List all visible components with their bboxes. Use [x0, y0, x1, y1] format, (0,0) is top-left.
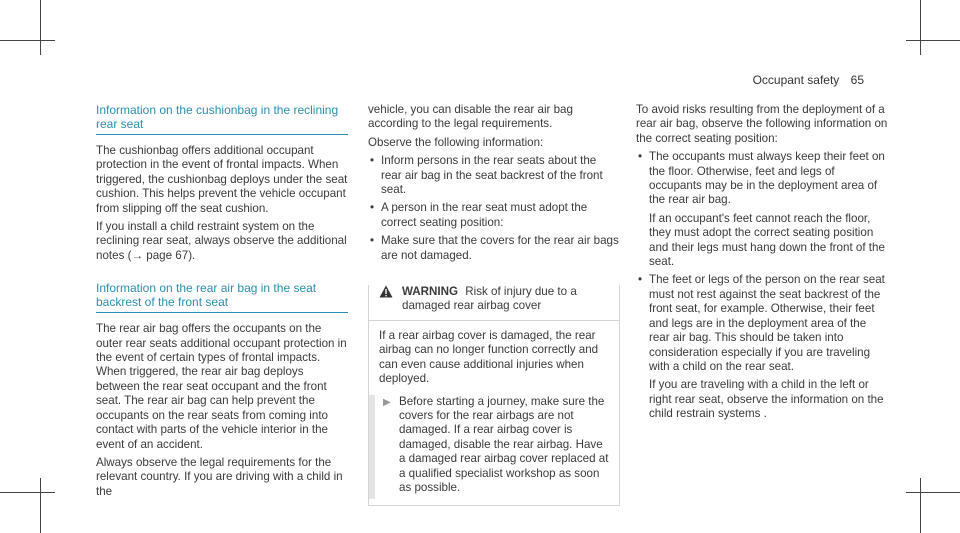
warning-action [369, 395, 609, 500]
warning-header [369, 285, 619, 321]
column-1 [96, 103, 348, 503]
action-text: Before starting a journey, make sure the covers for the rear airbags are not damaged. If a rear airbag cover is damaged, disable the rear airbag. Have a damaged rear airbag cover replaced at a qualified specialist workshop as soon as possible. [399, 394, 609, 494]
crop-mark [920, 478, 921, 533]
list-item-text: The feet or legs of the person on the rear seat must not rest against the seat backrest of the front seat, for example. Otherwise, their feet and legs are in the deployment area of the rear air bag. This should be taken into consideration especially if you are traveling with a child on the rear seat. [649, 273, 885, 373]
paragraph: To avoid risks resulting from the deployment of a rear air bag, observe the following information on the correct seating position: [636, 103, 888, 145]
bullet-list [636, 150, 888, 421]
paragraph: Always observe the legal requirements for the relevant country. If you are driving with a child in the [96, 455, 343, 498]
column-2 [368, 103, 620, 506]
list-item [636, 273, 888, 421]
column-3 [636, 103, 888, 426]
paragraph-text: If you install a child restraint system on the reclining rear seat, always observe the additional notes [96, 220, 347, 262]
list-item-subtext: If an occupant's feet cannot reach the floor, they must adopt the correct seating position and their legs must hang down the front of the seat. [649, 211, 885, 269]
warning-title: WARNING [402, 285, 459, 299]
crop-mark [906, 492, 960, 493]
list-item: • Make sure that the covers for the rear air bags are not damaged. [368, 234, 620, 263]
warning-triangle-icon [379, 285, 393, 298]
paragraph: The rear air bag offers the occupants on the outer rear seats additional occupant protection in the event of certain types of frontal impacts. When triggered, the rear air bag deploys between the rear seat occupant and the front seat. The rear air bag can help prevent the occupants on the rear seats from coming into contact with parts of the vehicle interior in the event of an accident. [96, 322, 347, 451]
crop-mark [0, 40, 55, 41]
crop-mark [906, 40, 960, 41]
crop-mark [0, 492, 55, 493]
warning-body [369, 321, 619, 505]
page-reference-link[interactable]: (→ page 67). [127, 248, 196, 262]
crop-mark [40, 478, 41, 533]
warning-heading [402, 285, 611, 314]
list-item: • Inform persons in the rear seats about the rear air bag in the seat backrest of the front seat. [368, 154, 620, 197]
heading-rear-airbag: Information on the rear air bag in the seat backrest of the front seat [96, 281, 348, 313]
heading-cushionbag: Information on the cushionbag in the reclining rear seat [96, 103, 348, 135]
paragraph [96, 220, 348, 263]
page-number: 65 [850, 73, 864, 87]
crop-mark [40, 0, 41, 55]
action-arrow-icon: ▶ [383, 396, 391, 408]
list-item-subtext: If you are traveling with a child in the left or right rear seat, observe the information on the child restrain systems . [649, 378, 884, 421]
crop-mark [920, 0, 921, 55]
list-item: • A person in the rear seat must adopt the correct seating position: [368, 201, 620, 230]
paragraph: The cushionbag offers additional occupant protection in the event of frontal impacts. When triggered, the cushionbag deploys under the seat cushion. This helps prevent the vehicle occupant from slipping off the seat cushion. [96, 144, 348, 215]
warning-box [368, 285, 620, 506]
paragraph: Observe the following information: [368, 135, 544, 149]
warning-subtitle: Risk of injury due to a damaged rear airbag cover [402, 285, 577, 313]
list-item-text: The occupants must always keep their feet on the floor. Otherwise, feet and legs of occupants may be in the deployment area of the rear air bag. [649, 150, 885, 207]
paragraph: vehicle, you can disable the rear air bag according to the legal requirements. [368, 103, 573, 131]
section-title: Occupant safety [752, 73, 840, 87]
list-item [636, 150, 888, 269]
bullet-list [368, 154, 620, 263]
warning-text: If a rear airbag cover is damaged, the rear airbag can no longer function correctly and can even cause additional injuries when deployed. [379, 328, 599, 386]
page-header [753, 73, 864, 87]
